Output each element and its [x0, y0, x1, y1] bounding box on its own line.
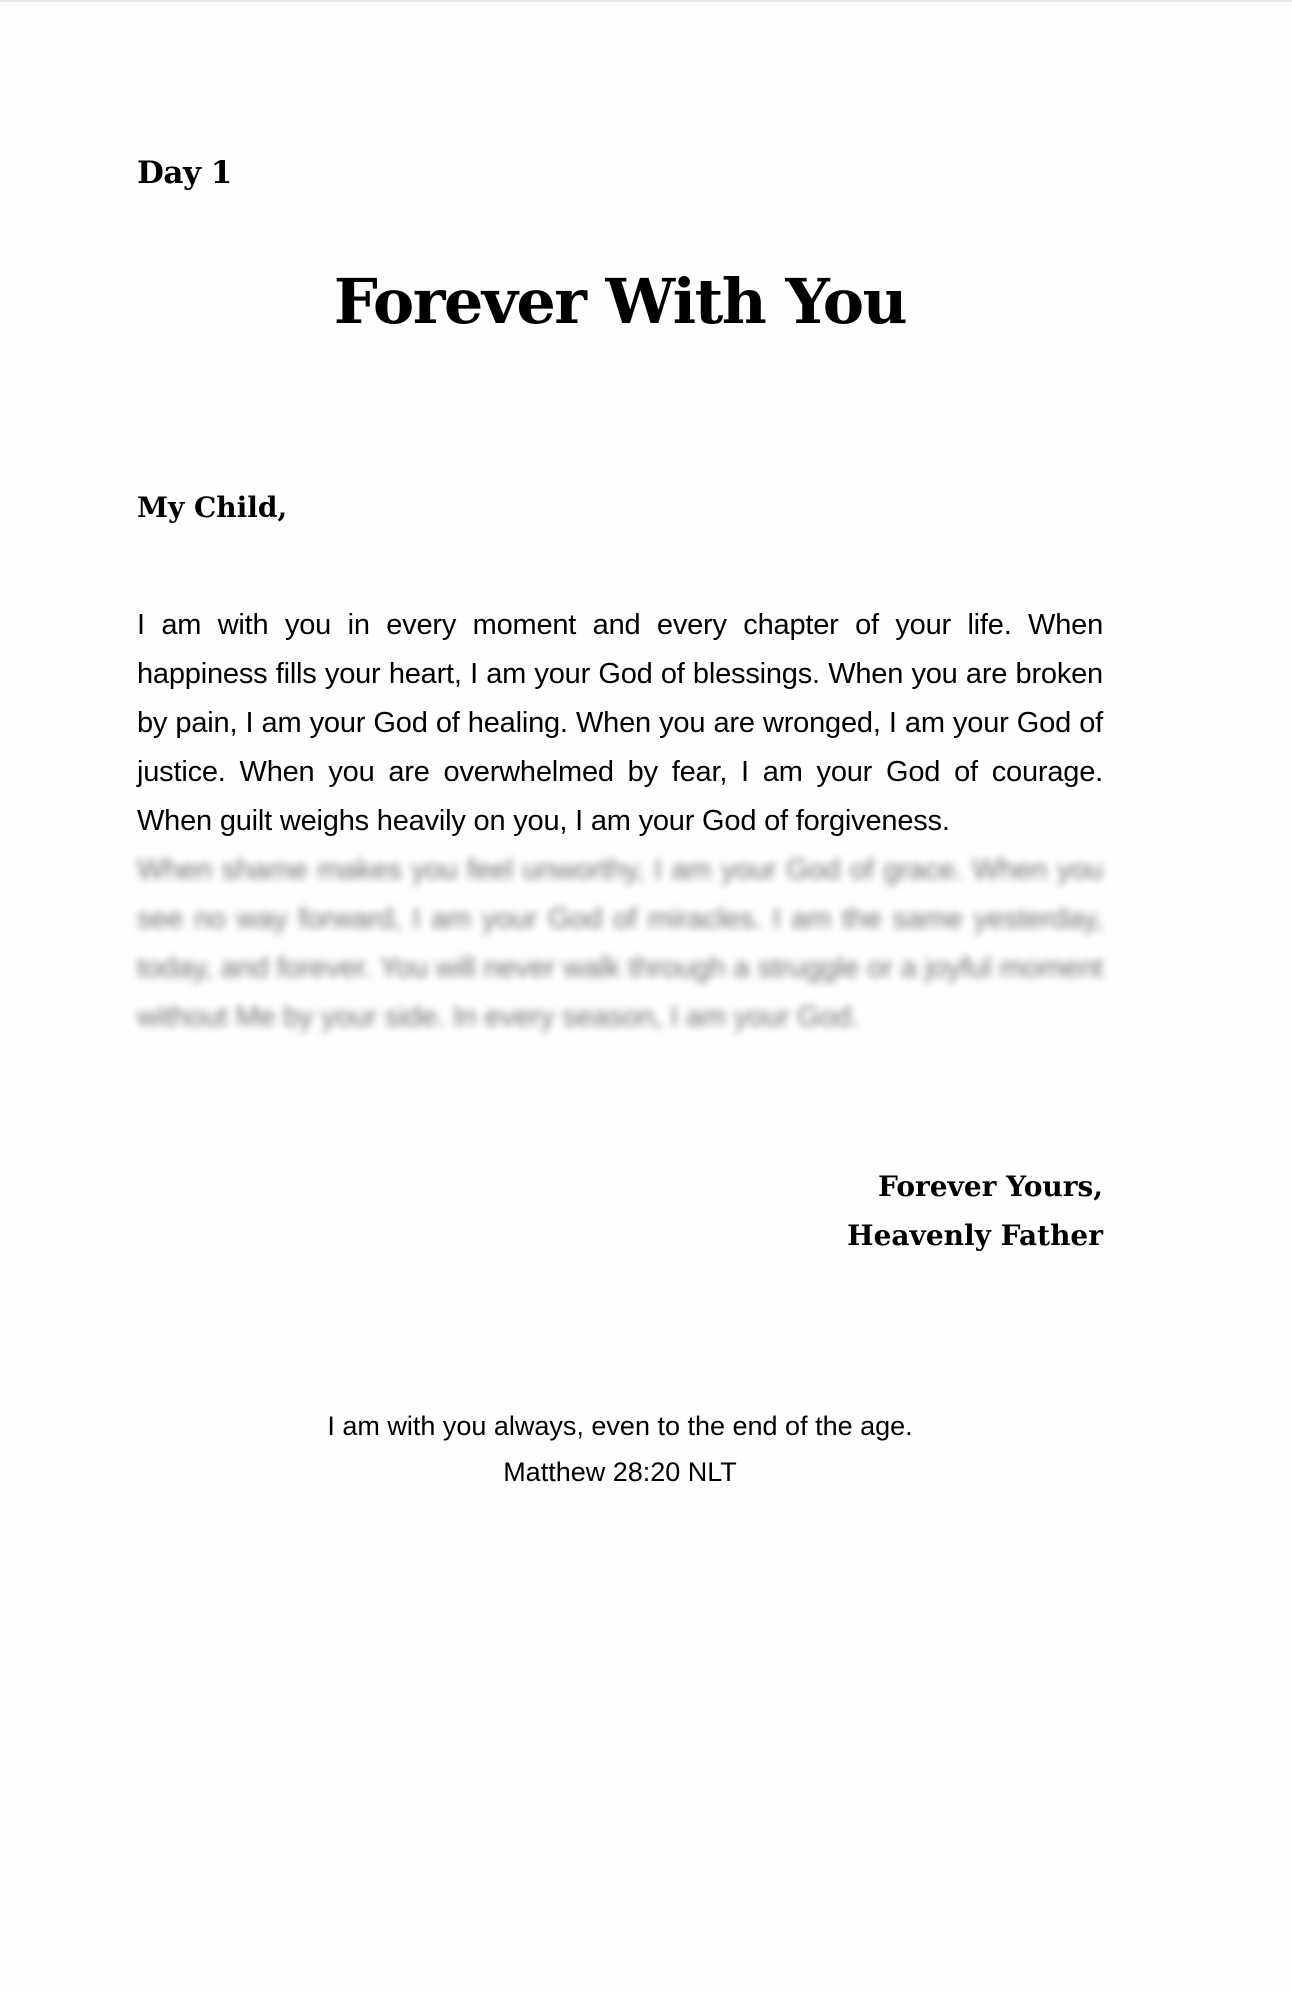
- scripture-verse: [0, 1403, 1240, 1495]
- body-blurred-text: When shame makes you feel unworthy, I am your God of grace. When you see no way forward, I am your God of miracles. I am the same yesterday, today, and forever. You will never walk through a struggle or a joyful moment without Me by your side. In every season, I am your God.: [137, 854, 1103, 1033]
- top-divider: [0, 0, 1292, 2]
- body-visible-text: I am with you in every moment and every chapter of your life. When happiness fills your heart, I am your God of blessings. When you are broken by pain, I am your God of healing. When you are wronged, I am your God of justice. When you are overwhelmed by fear, I am your God of courage. When guilt weighs heavily on you, I am your God of forgiveness.: [137, 609, 1103, 837]
- signoff: [847, 1162, 1103, 1260]
- verse-text: I am with you always, even to the end of the age.: [327, 1411, 913, 1441]
- page-title: Forever With You: [333, 265, 907, 338]
- letter-body: [137, 601, 1103, 1042]
- signoff-closing: Forever Yours,: [877, 1170, 1103, 1203]
- verse-reference: Matthew 28:20 NLT: [503, 1457, 737, 1487]
- signoff-signature: Heavenly Father: [847, 1219, 1103, 1252]
- day-label: Day 1: [137, 155, 232, 191]
- greeting: My Child,: [137, 491, 288, 524]
